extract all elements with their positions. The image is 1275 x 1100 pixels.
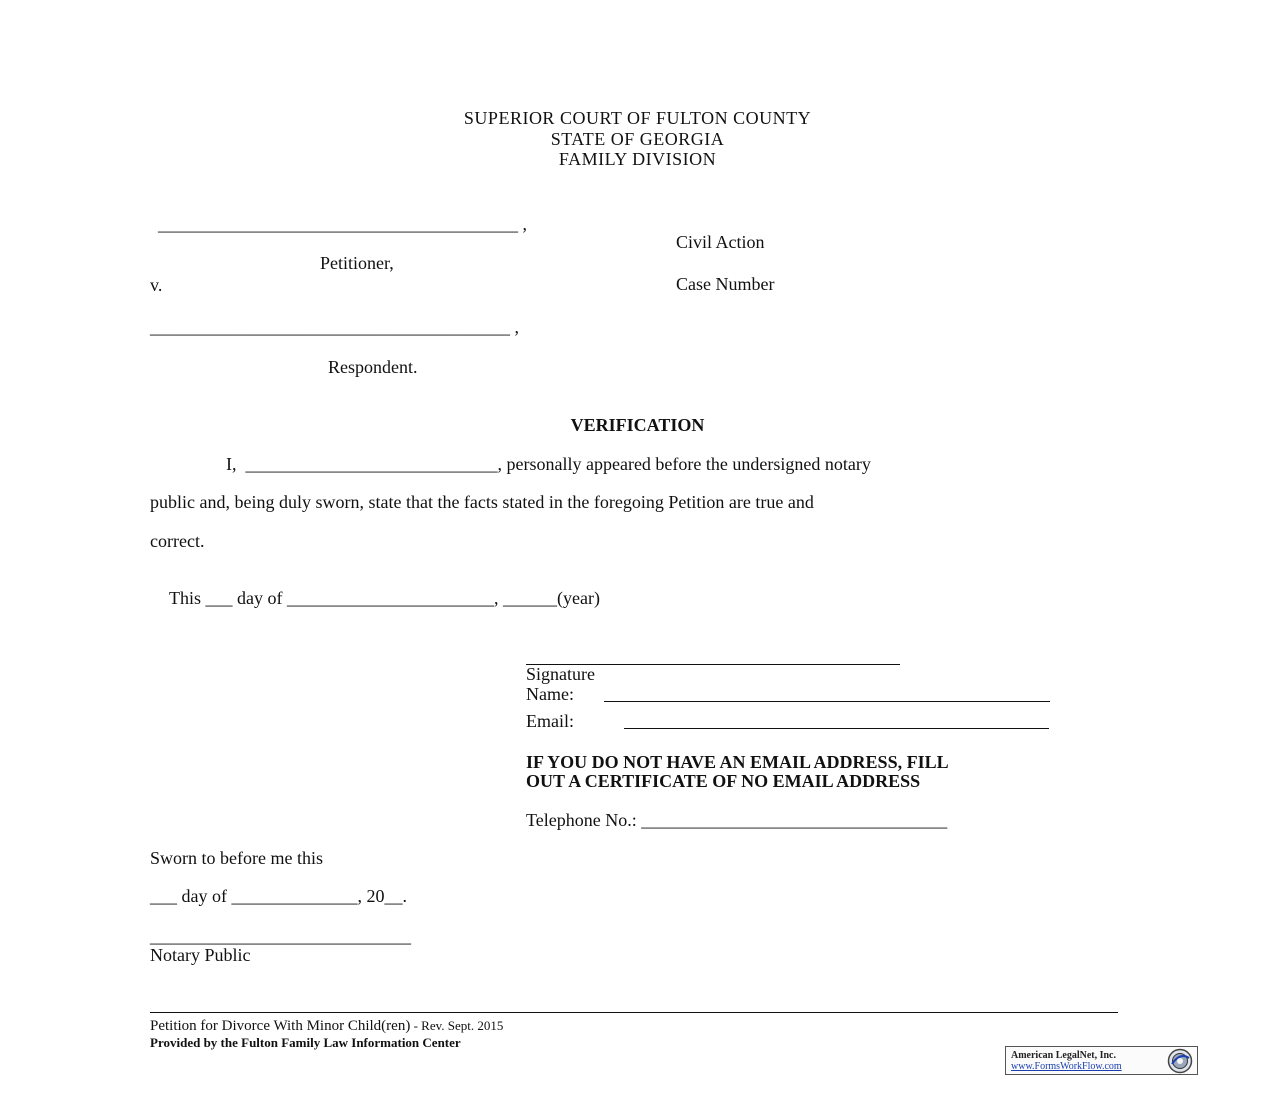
notary-public-label: Notary Public xyxy=(150,945,251,965)
footer-provider: Provided by the Fulton Family Law Information Center xyxy=(150,1035,461,1050)
notary-signature-blank[interactable]: _____________________________ xyxy=(150,926,411,946)
verification-line-2: public and, being duly sworn, state that the facts stated in the foregoing Petition are true and xyxy=(150,492,814,512)
name-label: Name: xyxy=(526,684,574,704)
email-field-line[interactable] xyxy=(624,728,1049,729)
verification-line-3: correct. xyxy=(150,531,205,551)
telephone-label: Telephone No.: xyxy=(526,810,637,830)
versus-label: v. xyxy=(150,275,163,295)
no-email-notice-line-2: OUT A CERTIFICATE OF NO EMAIL ADDRESS xyxy=(526,771,921,791)
verification-title: VERIFICATION xyxy=(570,415,705,435)
legalnet-badge[interactable] xyxy=(1005,1046,1198,1075)
form-revision: - Rev. Sept. 2015 xyxy=(410,1018,504,1033)
court-name: SUPERIOR COURT OF FULTON COUNTY xyxy=(463,108,812,128)
sworn-label: Sworn to before me this xyxy=(150,848,323,868)
affiant-statement: , personally appeared before the undersigned notary xyxy=(497,454,871,474)
case-number-label: Case Number xyxy=(676,274,775,294)
globe-logo-icon xyxy=(1167,1048,1193,1074)
respondent-label: Respondent. xyxy=(328,357,418,377)
respondent-blank[interactable]: ________________________________________ , xyxy=(150,317,519,337)
telephone-field[interactable] xyxy=(526,810,947,831)
telephone-blank[interactable]: __________________________________ xyxy=(641,810,948,830)
affiant-prefix: I, xyxy=(226,454,237,474)
state-name: STATE OF GEORGIA xyxy=(550,129,725,149)
email-label: Email: xyxy=(526,711,574,731)
division-name: FAMILY DIVISION xyxy=(558,149,717,169)
verification-line-1 xyxy=(226,454,871,475)
name-field-line[interactable] xyxy=(604,701,1050,702)
badge-url-link[interactable]: www.FormsWorkFlow.com xyxy=(1011,1061,1122,1072)
date-line[interactable]: This ___ day of _______________________, ______(year) xyxy=(169,588,600,608)
notary-day-line[interactable]: ___ day of ______________, 20__. xyxy=(150,886,407,906)
no-email-notice-line-1: IF YOU DO NOT HAVE AN EMAIL ADDRESS, FILL xyxy=(526,752,949,772)
form-title: Petition for Divorce With Minor Child(ren) xyxy=(150,1018,411,1034)
footer-form-title xyxy=(150,1018,503,1035)
footer-rule xyxy=(150,1012,1118,1013)
signature-label: Signature xyxy=(526,664,595,684)
badge-company: American LegalNet, Inc. xyxy=(1011,1050,1116,1061)
petitioner-label: Petitioner, xyxy=(320,253,394,273)
affiant-name-blank[interactable]: ____________________________ xyxy=(245,454,498,474)
civil-action-label: Civil Action xyxy=(676,232,765,252)
petitioner-blank[interactable]: ________________________________________ , xyxy=(158,214,527,234)
